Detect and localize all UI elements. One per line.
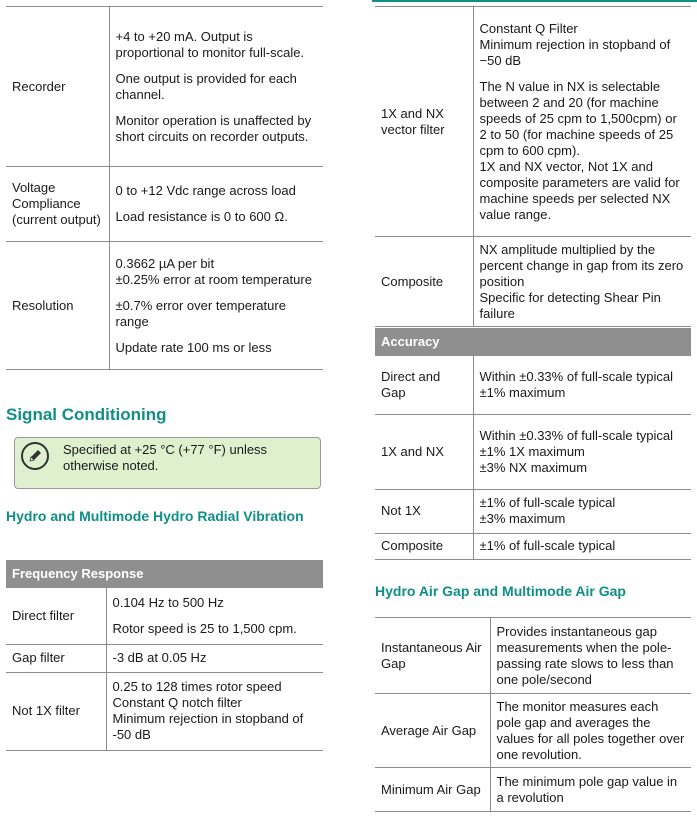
table-row bbox=[375, 768, 691, 812]
subsection-title-air-gap: Hydro Air Gap and Multimode Air Gap bbox=[375, 583, 626, 599]
row-label: Not 1X filter bbox=[12, 703, 80, 718]
note-text: Specified at +25 °C (+77 °F) unless otherwise noted. bbox=[63, 442, 268, 473]
row-label: Minimum Air Gap bbox=[381, 781, 481, 797]
row-value: 0.25 to 128 times rotor speed Constant Q notch filter Minimum rejection in stopband of -50 dB bbox=[106, 672, 323, 750]
spec-table bbox=[6, 588, 323, 751]
row-value: One output is provided for each channel. bbox=[115, 70, 297, 102]
table-row bbox=[375, 356, 691, 414]
row-value: NX amplitude multiplied by the percent change in gap from its zero position Specific for detecting Shear Pin failure bbox=[473, 237, 691, 327]
row-value: Load resistance is 0 to 600 Ω. bbox=[115, 209, 288, 224]
table-banner: Frequency Response bbox=[6, 560, 323, 588]
filter-spec-table bbox=[375, 6, 691, 327]
spec-table bbox=[6, 6, 323, 370]
row-label: Direct filter bbox=[12, 607, 75, 623]
row-value: The monitor measures each pole gap and averages the values for all poles together over one revolution. bbox=[490, 694, 691, 768]
row-label: Direct and Gap bbox=[381, 368, 441, 400]
row-label: Voltage Compliance (current output) bbox=[12, 180, 101, 227]
table-row bbox=[375, 489, 691, 533]
table-row bbox=[6, 7, 323, 167]
pencil-icon bbox=[21, 442, 49, 470]
row-label: Resolution bbox=[12, 297, 74, 313]
row-value: Monitor operation is unaffected by short circuits on recorder outputs. bbox=[115, 112, 312, 144]
row-label: Instantaneous Air Gap bbox=[381, 639, 482, 671]
table-row bbox=[6, 242, 323, 370]
row-value: 0.104 Hz to 500 Hz bbox=[112, 594, 224, 610]
row-label: Not 1X bbox=[381, 503, 421, 518]
frequency-response-table bbox=[6, 560, 323, 751]
table-row bbox=[6, 644, 323, 672]
spec-table bbox=[375, 6, 691, 327]
row-value: Within ±0.33% of full-scale typical ±1% 1X maximum ±3% NX maximum bbox=[473, 414, 691, 489]
row-value: ±1% of full-scale typical ±3% maximum bbox=[473, 489, 691, 533]
spec-table bbox=[375, 356, 691, 560]
accuracy-table bbox=[375, 328, 691, 560]
row-label: Composite bbox=[381, 273, 444, 289]
row-label: Composite bbox=[381, 538, 444, 553]
table-banner: Accuracy bbox=[375, 328, 691, 356]
table-row bbox=[6, 588, 323, 644]
table-row bbox=[375, 7, 691, 237]
row-label: Recorder bbox=[12, 78, 66, 94]
air-gap-table bbox=[375, 617, 691, 812]
row-label: 1X and NX bbox=[381, 443, 444, 459]
table-row bbox=[375, 237, 691, 327]
row-value: Constant Q Filter Minimum rejection in stopband of −50 dB bbox=[479, 20, 671, 68]
row-value: -3 dB at 0.05 Hz bbox=[106, 644, 323, 672]
row-value: +4 to +20 mA. Output is proportional to monitor full-scale. bbox=[115, 28, 305, 60]
table-row bbox=[375, 533, 691, 559]
row-value: Rotor speed is 25 to 1,500 cpm. bbox=[112, 620, 297, 636]
recorder-spec-table bbox=[6, 6, 323, 370]
table-row bbox=[375, 618, 691, 694]
row-label: Average Air Gap bbox=[381, 722, 477, 738]
table-row bbox=[375, 694, 691, 768]
row-value: ±0.7% error over temperature range bbox=[115, 297, 286, 329]
row-value: Within ±0.33% of full-scale typical ±1% maximum bbox=[473, 356, 691, 414]
note-box bbox=[14, 437, 321, 489]
table-row bbox=[6, 167, 323, 242]
spec-table bbox=[375, 617, 691, 812]
row-value: 0.3662 µA per bit ±0.25% error at room temperature bbox=[115, 255, 312, 287]
row-value: 0 to +12 Vdc range across load bbox=[115, 183, 296, 198]
row-value: Update rate 100 ms or less bbox=[115, 339, 272, 355]
row-label: 1X and NX vector filter bbox=[381, 105, 445, 137]
row-value: The N value in NX is selectable between 2 and 20 (for machine speeds of 25 cpm to 1,500cpm) or 2 to 50 (for machine speeds of 25 cpm to 600 cpm). 1X and NX vector, Not 1X and composite parameters are valid for machine speeds per selected NX value range. bbox=[479, 78, 680, 222]
row-label: Gap filter bbox=[12, 650, 65, 665]
row-value: Provides instantaneous gap measurements when the pole-passing rate slows to less than one pole/second bbox=[490, 618, 691, 694]
table-row bbox=[6, 672, 323, 750]
section-title-signal-conditioning: Signal Conditioning bbox=[6, 405, 167, 424]
row-value: ±1% of full-scale typical bbox=[473, 533, 691, 559]
row-value: The minimum pole gap value in a revolution bbox=[490, 768, 691, 812]
header-rule bbox=[372, 0, 697, 2]
subsection-title-hydro-radial: Hydro and Multimode Hydro Radial Vibration bbox=[6, 508, 304, 524]
table-row bbox=[375, 414, 691, 489]
